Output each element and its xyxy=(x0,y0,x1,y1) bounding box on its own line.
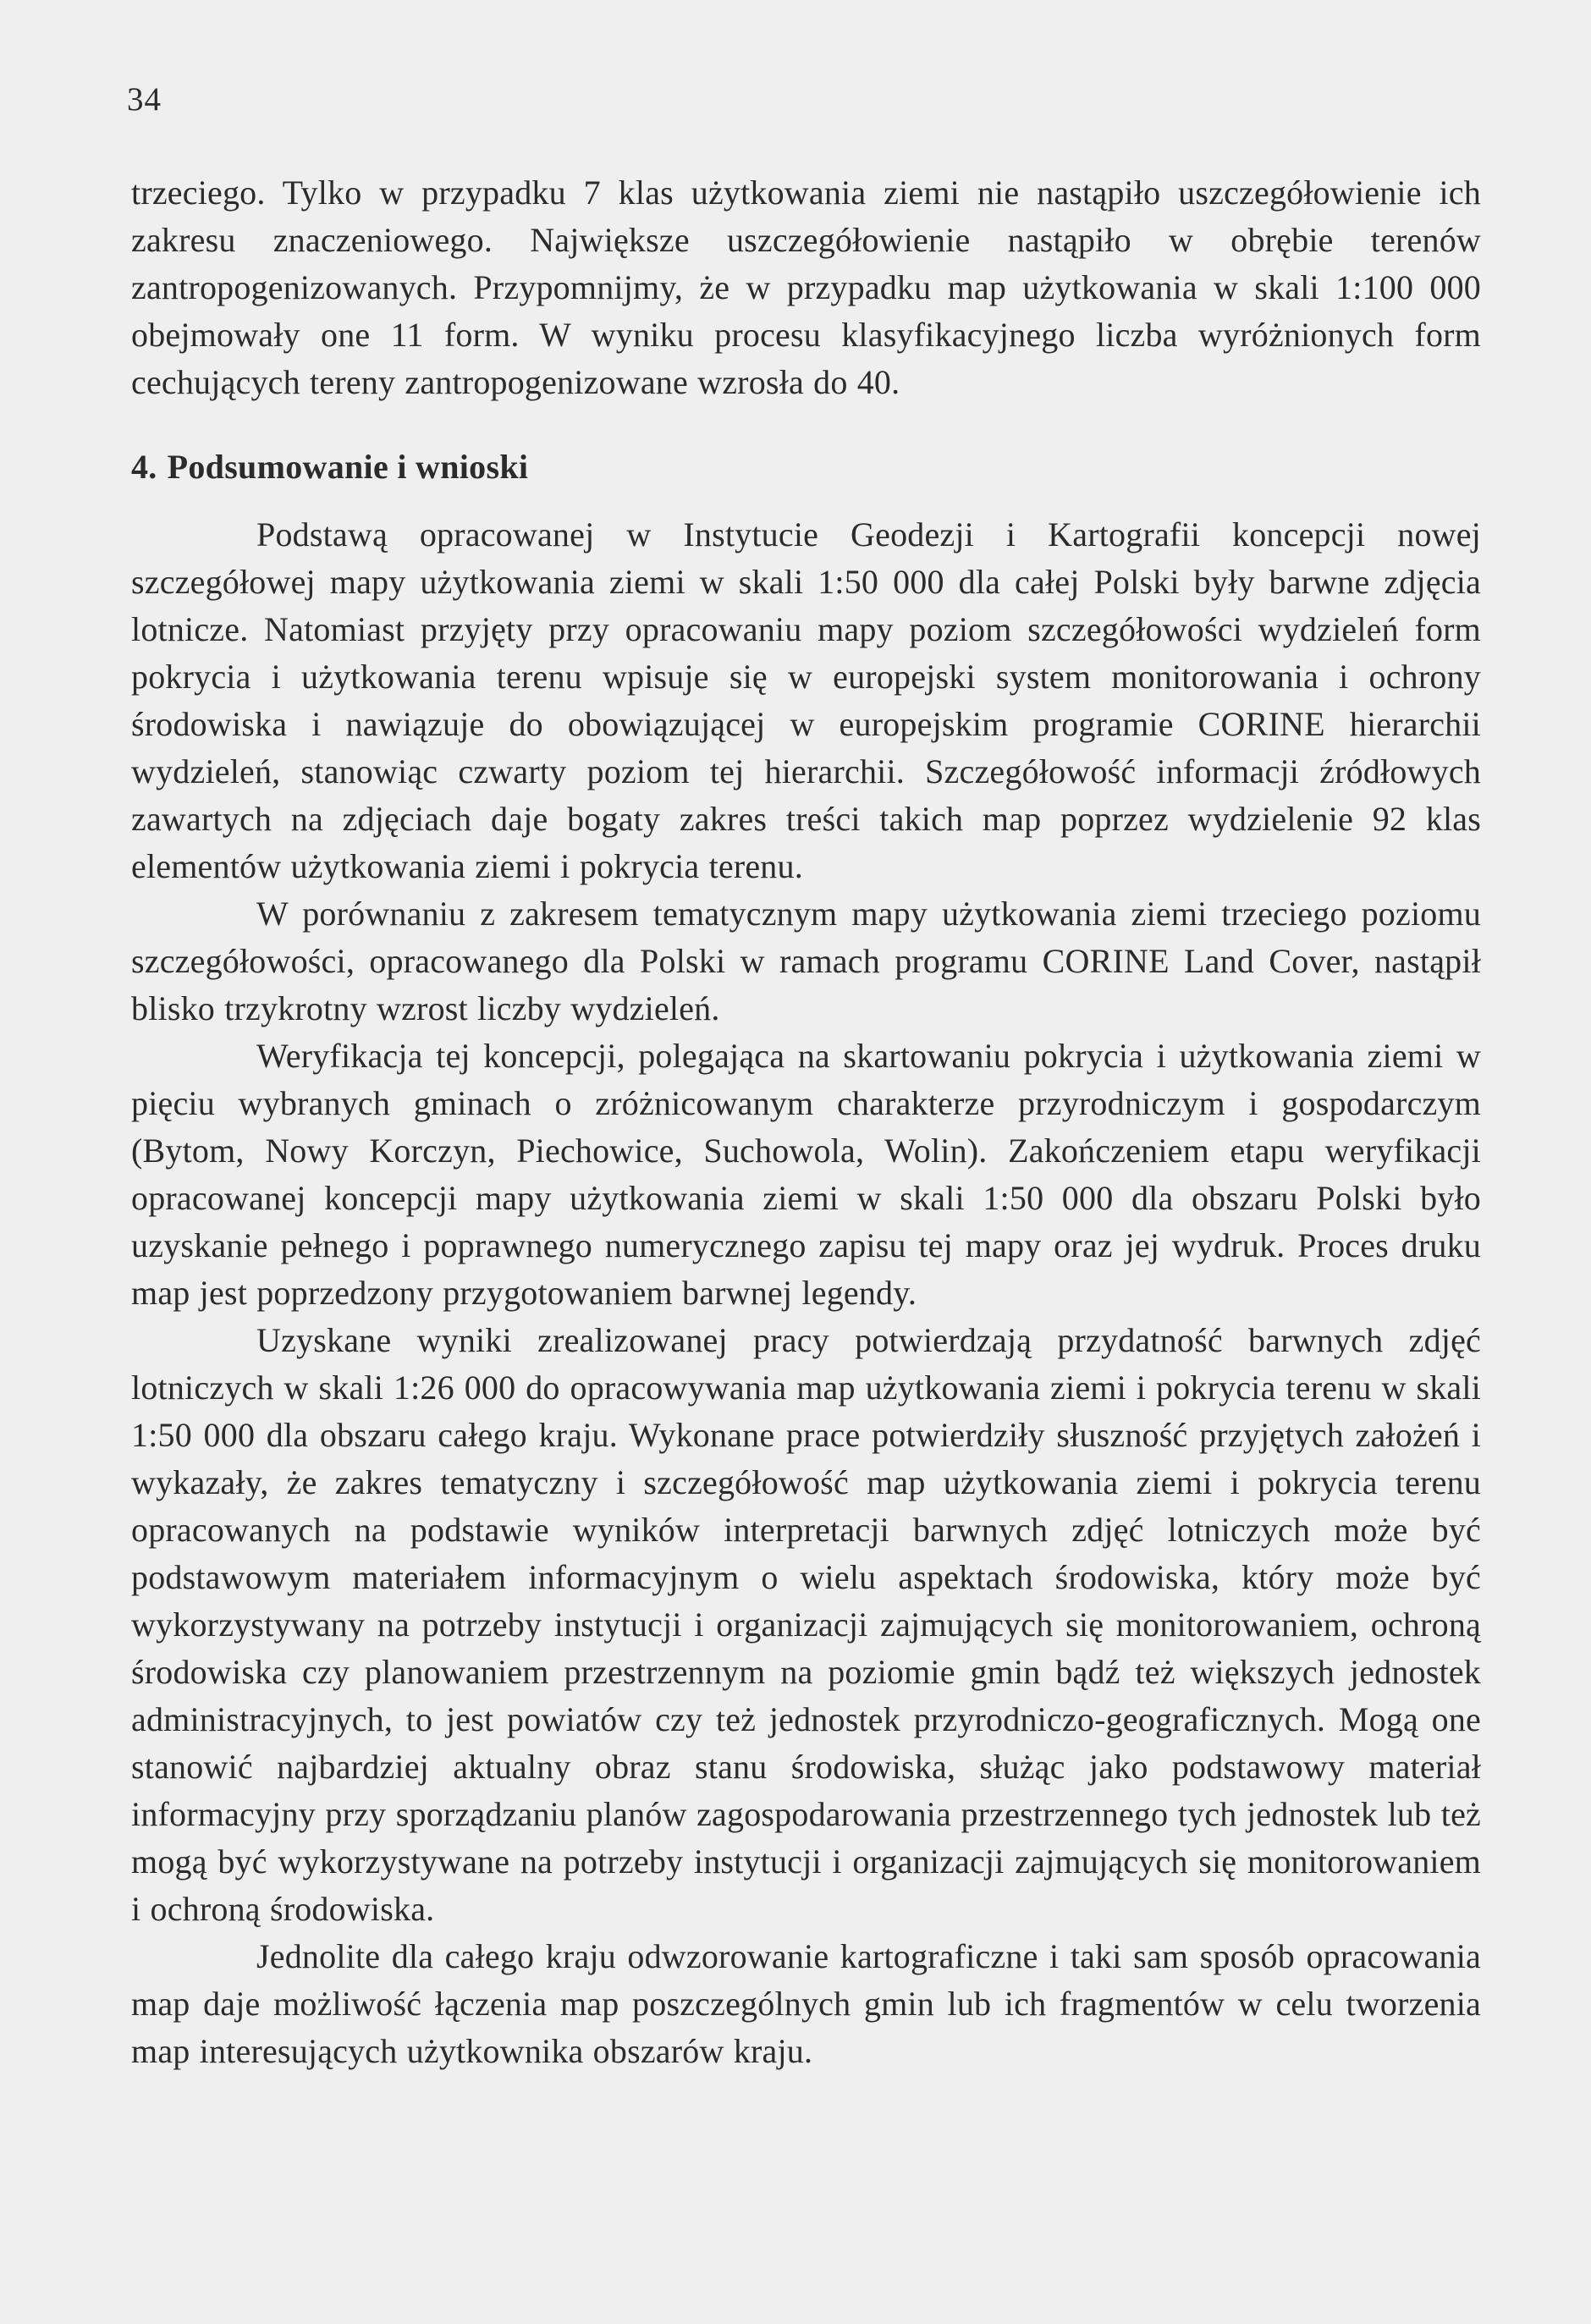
body-paragraph-5: Jednolite dla całego kraju odwzorowanie kartograficzne i taki sam sposób opracowania map daje możliwość łączenia map poszczególnych gmin lub ich fragmentów w celu tworzenia map interesujących użytkownika obszarów kraju. xyxy=(131,1937,1481,2070)
intro-paragraph: trzeciego. Tylko w przypadku 7 klas użytkowania ziemi nie nastąpiło uszczegółowienie ich zakresu znaczeniowego. Największe uszczegółowienie nastąpiło w obrębie terenów zantropogenizowanych. Przypomnijmy, że w przypadku map użytkowania w skali 1:100 000 obejmowały one 11 form. W wyniku procesu klasyfikacyjnego liczba wyróżnionych form cechujących tereny zantropogenizowane wzrosła do 40. xyxy=(131,173,1481,401)
body-paragraph-1: Podstawą opracowanej w Instytucie Geodezji i Kartografii koncepcji nowej szczegółowej mapy użytkowania ziemi w skali 1:50 000 dla całej Polski były barwne zdjęcia lotnicze. Natomiast przyjęty przy opracowaniu mapy poziom szczegółowości wydzieleń form pokrycia i użytkowania terenu wpisuje się w europejski system monitorowania i ochrony środowiska i nawiązuje do obowiązującej w europejskim programie CORINE hierarchii wydzieleń, stanowiąc czwarty poziom tej hierarchii. Szczegółowość informacji źródłowych zawartych na zdjęciach daje bogaty zakres treści takich map poprzez wydzielenie 92 klas elementów użytkowania ziemi i pokrycia terenu. xyxy=(131,515,1481,885)
body-paragraph-4: Uzyskane wyniki zrealizowanej pracy potwierdzają przydatność barwnych zdjęć lotniczych w skali 1:26 000 do opracowywania map użytkowania ziemi i pokrycia terenu w skali 1:50 000 dla obszaru całego kraju. Wykonane prace potwierdziły słuszność przyjętych założeń i wykazały, że zakres tematyczny i szczegółowość map użytkowania ziemi i pokrycia terenu opracowanych na podstawie wyników interpretacji barwnych zdjęć lotniczych może być podstawowym materiałem informacyjnym o wielu aspektach środowiska, który może być wykorzystywany na potrzeby instytucji i organizacji zajmujących się monitorowaniem, ochroną środowiska czy planowaniem przestrzennym na poziomie gmin bądź też większych jednostek administracyjnych, to jest powiatów czy też jednostek przyrodniczo-geograficznych. Mogą one stanowić najbardziej aktualny obraz stanu środowiska, służąc jako podstawowy materiał informacyjny przy sporządzaniu planów zagospodarowania przestrzennego tych jednostek lub też mogą być wykorzystywane na potrzeby instytucji i organizacji zajmujących się monitorowaniem i ochroną środowiska. xyxy=(131,1321,1481,1928)
section-title: Podsumowanie i wnioski xyxy=(167,448,529,486)
body-paragraph-2: W porównaniu z zakresem tematycznym mapy użytkowania ziemi trzeciego poziomu szczegółowości, opracowanego dla Polski w ramach programu CORINE Land Cover, nastąpił blisko trzykrotny wzrost liczby wydzieleń. xyxy=(131,895,1481,1027)
body-paragraph-3: Weryfikacja tej koncepcji, polegająca na skartowaniu pokrycia i użytkowania ziemi w pięciu wybranych gminach o zróżnicowanym charakterze przyrodniczym i gospodarczym (Bytom, Nowy Korczyn, Piechowice, Suchowola, Wolin). Zakończeniem etapu weryfikacji opracowanej koncepcji mapy użytkowania ziemi w skali 1:50 000 dla obszaru Polski było uzyskanie pełnego i poprawnego numerycznego zapisu tej mapy oraz jej wydruk. Proces druku map jest poprzedzony przygotowaniem barwnej legendy. xyxy=(131,1037,1481,1312)
section-heading xyxy=(131,447,1481,487)
section-number: 4. xyxy=(131,448,157,486)
page-content xyxy=(131,169,1481,2075)
page-number: 34 xyxy=(127,81,162,118)
